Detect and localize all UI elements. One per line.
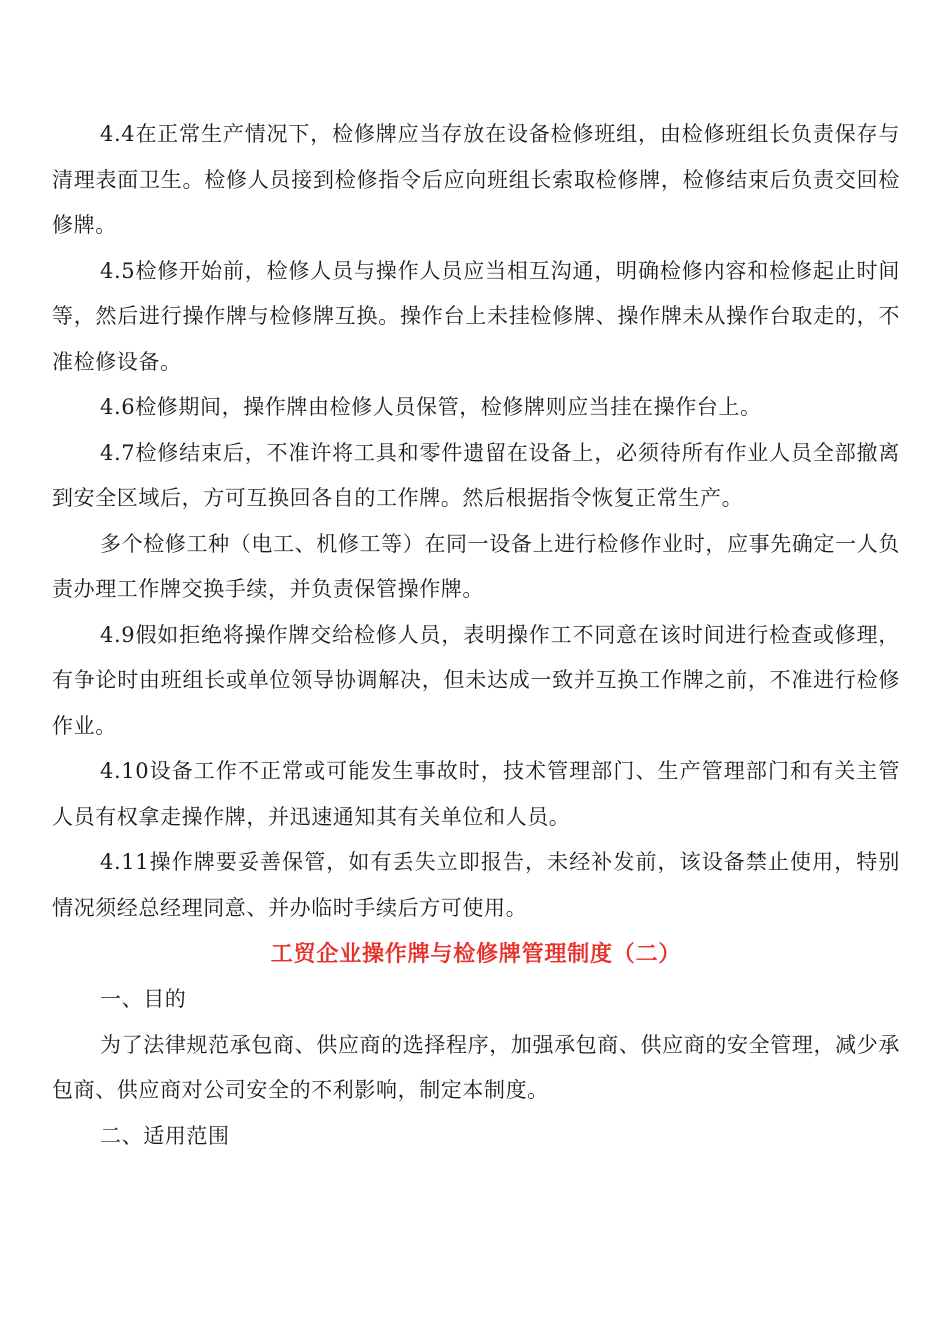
paragraph-4-9: 4.9假如拒绝将操作牌交给检修人员，表明操作工不同意在该时间进行检查或修理，有争论时由班组长或单位领导协调解决，但未达成一致并互换工作牌之前，不准进行检修作业。 [52,622,900,738]
paragraph-multi-trade: 多个检修工种（电工、机修工等）在同一设备上进行检修作业时，应事先确定一人负责办理工作牌交换手续，并负责保管操作牌。 [52,531,900,601]
paragraph-4-10: 4.10设备工作不正常或可能发生事故时，技术管理部门、生产管理部门和有关主管人员有权拿走操作牌，并迅速通知其有关单位和人员。 [52,759,900,829]
paragraph-4-5: 4.5检修开始前，检修人员与操作人员应当相互沟通，明确检修内容和检修起止时间等，然后进行操作牌与检修牌互换。操作台上未挂检修牌、操作牌未从操作台取走的，不准检修设备。 [52,258,900,374]
section-title: 工贸企业操作牌与检修牌管理制度（二） [270,941,682,967]
document-body [52,112,900,1159]
paragraph-4-7: 4.7检修结束后，不准许将工具和零件遗留在设备上，必须待所有作业人员全部撤离到安全区域后，方可互换回各自的工作牌。然后根据指令恢复正常生产。 [52,440,900,510]
paragraph-4-6: 4.6检修期间，操作牌由检修人员保管，检修牌则应当挂在操作台上。 [100,395,762,419]
section-heading-purpose: 一、目的 [100,987,187,1011]
paragraph-4-4: 4.4在正常生产情况下，检修牌应当存放在设备检修班组，由检修班组长负责保存与清理表面卫生。检修人员接到检修指令后应向班组长索取检修牌，检修结束后负责交回检修牌。 [52,122,900,237]
section-heading-scope: 二、适用范围 [100,1123,230,1148]
paragraph-purpose: 为了法律规范承包商、供应商的选择程序，加强承包商、供应商的安全管理，减少承包商、供应商对公司安全的不利影响，制定本制度。 [52,1032,900,1102]
paragraph-4-11: 4.11操作牌要妥善保管，如有丢失立即报告，未经补发前，该设备禁止使用，特别情况须经总经理同意、并办临时手续后方可使用。 [52,850,900,920]
